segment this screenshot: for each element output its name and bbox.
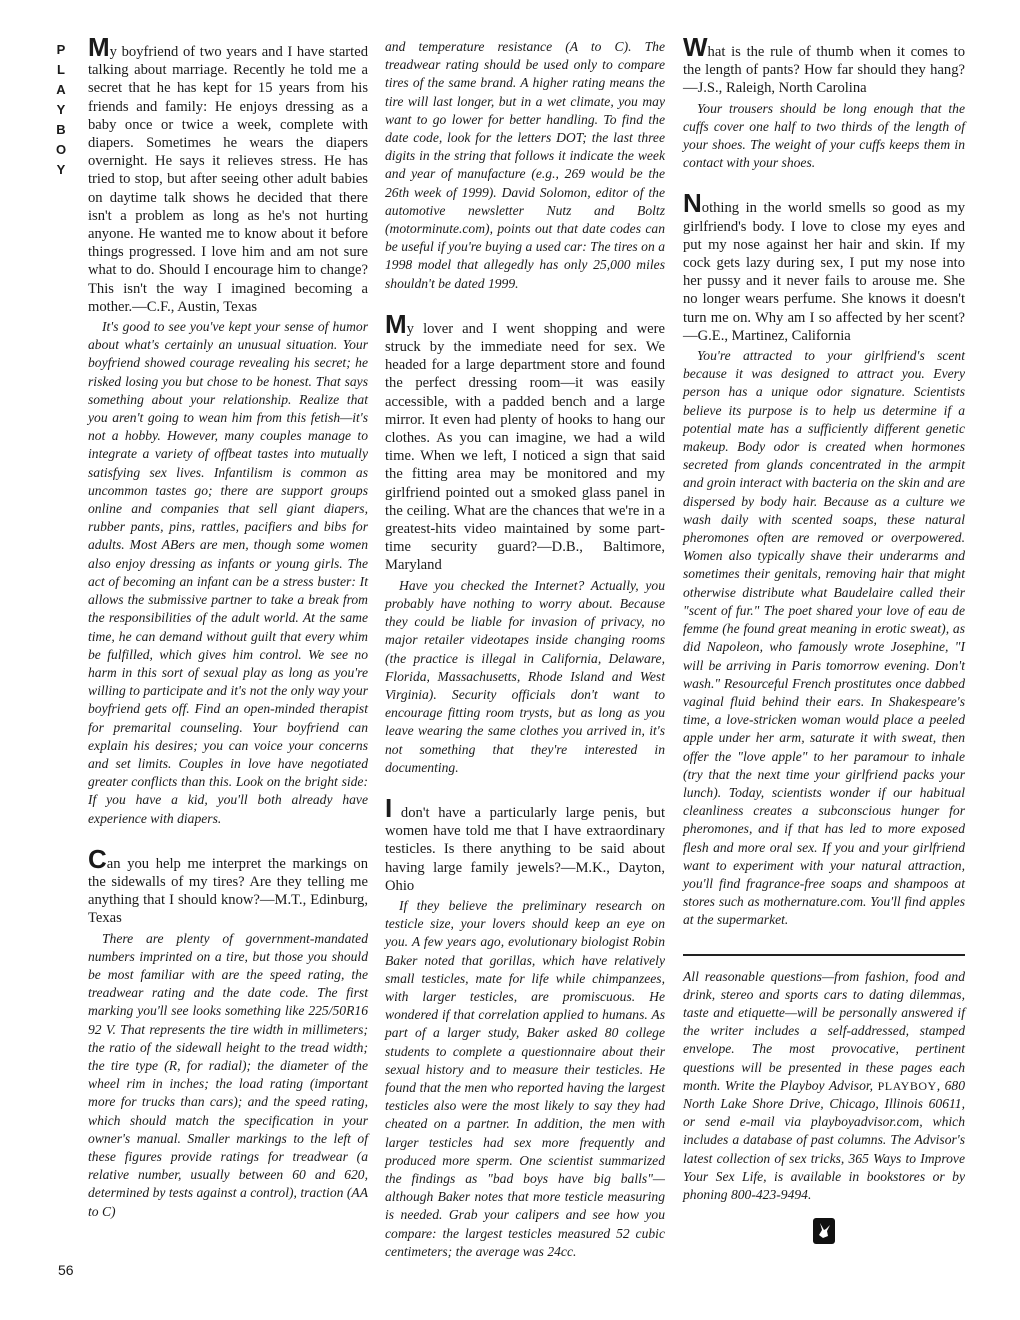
submission-note: All reasonable questions—from fashion, food and drink, stereo and sports cars to dating dilemmas, taste and etiquette—will be personally answered if the writer includes a self-addressed, stamped envelope. The most provocative, pertinent questions will be presented in these pages each month. Write the Playboy Advisor, PLAYBOY, 680 North Lake Shore Drive, Chicago, Illinois 60611, or send e-mail via playboyadvisor.com, which includes a database of past columns. The Advisor's latest collection of sex tricks, 365 Ways to Improve Your Sex Life, is available in bookstores or by phoning 800-423-9494. xyxy=(683,968,966,1202)
question-baby-dressing xyxy=(88,32,368,316)
drop-initial: I xyxy=(385,792,393,823)
answer-tire-markings: There are plenty of government-mandated numbers imprinted on a tire, but those you should be most familiar with are the speed rating, the treadwear rating and the date code. The first marking you'll see looks something like 225/50R16 92 V. That represents the tire width in millimeters; the ratio of the sidewall height to the tread width; the tire type (R, for radial); the diameter of the wheel rim in inches; the load rating (important more for trucks than cars); and the speed rating, which should match the specification in your owner's manual. Smaller markings to the left of these figures provide ratings for treadwear (a relative number, usually between 60 and 620, determined by tests against a control), traction (AA to C) xyxy=(88,930,368,1219)
drop-initial: M xyxy=(385,308,407,339)
answer-baby-dressing: It's good to see you've kept your sense of humor about what's certainly an unusual situation. Your boyfriend showed courage revealing his secret; he risked losing you but chose to be honest. That says something about your relationship. Realize that you aren't going to wean him from this fetish—it's not a hobby. However, many couples manage to integrate a variety of offbeat tastes into mutually satisfying sex lives. Infantilism is common as uncommon tastes go; there are support groups online and companies that sell giant diapers, rubber pants, pins, rattles, pacifiers and bibs for adults. Most ABers are men, though some women also enjoy dressing as infants or young girls. The act of becoming an infant can be a stress buster: It allows the submissive partner to take a break from the responsibilities of the adult world. At the same time, he can demand without guilt that every whim be fulfilled, which gives him control. We see no harm in this sort of sexual play as long as you're willing to participate and it's not the only way your boyfriend gets off. Find an open-minded therapist for premarital counseling. Your boyfriend can explain his desires; you can voice your concerns and set limits. Couples in love have negotiated greater conflicts than this. Look on the bright side: If you have a kid, you'll both already have experience with diapers. xyxy=(88,319,368,826)
question-tire-markings xyxy=(88,843,368,928)
answer-girlfriend-scent: You're attracted to your girlfriend's scent because it was designed to attract you. Every person has a unique odor signature. Scientists believe its purpose is to help us determine if a potential mate has a sufficiently different genetic makeup. Body odor is created when hormones secreted from glands concentrated in the armpit and groin interact with bacteria on the skin and are dispersed by body hair. Because as a culture we wash daily with scented soaps, these natural pheromones often are removed or overpowered. Women also typically shave their underarms and sometimes their genitals, removing hair that might otherwise distribute what Baudelaire called their "scent of fur." The poet shared your love of eau de femme (he found great meaning in erotic sweat), as did Napoleon, who famously wrote Josephine, "I will be arriving in Paris tomorrow evening. Don't wash." Resourceful French prostitutes once dabbed vaginal fluid behind their ears. In Shakespeare's time, a love-stricken woman would place a peeled apple under her arm, saturate it with sweat, then offer the "love apple" to her paramour to inhale (try that the next time your girlfriend packs your lunch). Today, scientists wonder if our habitual cleanliness creates a subconscious hunger for pheromones, and if that has led to more exposed flesh and more oral sex. If you and your girlfriend want to experiment with your natural attraction, you'll find fragrance-free soaps and shampoos at stores such as mothernature.com. You'll find apples at the supermarket. xyxy=(683,348,965,928)
drop-initial: M xyxy=(88,32,110,62)
page-number: 56 xyxy=(58,1262,74,1278)
question-text: hat is the rule of thumb when it comes to the length of pants? How far should they hang?—J.S., Raleigh, North Carolina xyxy=(683,44,965,97)
question-pants-length xyxy=(683,32,965,98)
rabbit-logo-icon xyxy=(813,1218,835,1244)
question-girlfriend-scent xyxy=(683,188,965,345)
question-text: othing in the world smells so good as my girlfriend's body. I love to close my eyes and put my nose against her hair and skin. If my cock gets lazy during sex, I put my nose into her pussy and it never fails to arouse me. She no longer wears perfume. She knows it doesn't turn me on. Why am I so affected by her scent?—G.E., Martinez, California xyxy=(683,200,965,344)
column-right xyxy=(683,32,966,1244)
magazine-name: PLAYBOY xyxy=(877,1078,937,1093)
drop-initial: C xyxy=(88,843,107,874)
question-text: y lover and I went shopping and were struck by the immediate need for sex. We headed for a large department store and found the perfect dressing room—it was easily accessible, with a padded bench and a large mirror. It even had plenty of hooks to hang our clothes. As you can imagine, we had a wild time. When we left, I noticed a sign that said the fitting area may be monitored and my girlfriend pointed out a smoked glass panel in the ceiling. What are the chances that we're in a greatest-hits video maintained by some part-time security guard?—D.B., Baltimore, Maryland xyxy=(385,320,665,574)
question-dressing-room xyxy=(385,308,665,575)
masthead-letter: B xyxy=(56,122,66,137)
question-text: y boyfriend of two years and I have started talking about marriage. Recently he told me a secret that he has kept for 15 years from his friends and family: He enjoys dressing as a baby once or twice a week, complete with diapers. Sometimes he wears the diapers overnight. He says it relieves stress. He has tried to stop, but after seeing other adult babies on daytime talk shows he decided that there isn't a problem as long as he's not hurting anyone. He wanted me to know about it before things progressed. I love him and am not sure what to do. Should I encourage him to change? This isn't the way I imagined becoming a mother.—C.F., Austin, Texas xyxy=(88,44,368,315)
drop-initial: W xyxy=(683,32,708,62)
answer-dressing-room: Have you checked the Internet? Actually, you probably have nothing to worry about. Because they could be liable for invasion of privacy, no major retailer videotapes inside changing rooms (the practice is illegal in California, Delaware, Florida, Massachusetts, Rhode Island and West Virginia). Security officials don't want to encourage fitting room trysts, but as long as you leave wearing the same clothes you arrived in, it's not something that they're interested in documenting. xyxy=(385,577,665,775)
masthead-letter: L xyxy=(57,62,65,77)
column-left xyxy=(88,32,368,1221)
masthead-letter: A xyxy=(56,82,66,97)
question-text: don't have a particularly large penis, but women have told me that I have extraordinary testicles. Is there anything to be said about having large family jewels?—M.K., Dayton, Ohio xyxy=(385,804,665,894)
column-middle xyxy=(385,38,665,1261)
masthead-letter: P xyxy=(56,42,66,57)
drop-initial: N xyxy=(683,188,702,219)
question-text: an you help me interpret the markings on the sidewalls of my tires? Are they telling me anything that I should know?—M.T., Edinburg, Texas xyxy=(88,855,368,927)
answer-tire-markings-continued: and temperature resistance (A to C). The treadwear rating should be used only to compare tires of the same brand. A higher rating means the tire will last longer, but in a wet climate, you may want to go lower for better handling. To find the date code, look for the letters DOT; the last three digits in the string that follows it indicate the week and year of manufacture (e.g., 269 would be the 26th week of 1999). David Solomon, editor of the automotive newsletter Nutz and Boltz (motorminute.com), points out that date codes can be useful if you're buying a used car: The tires on a 1998 model that allegedly has only 25,000 miles shouldn't be dated 1999. xyxy=(385,39,665,291)
answer-testicles: If they believe the preliminary research on testicle size, your lovers should keep an eye on you. A few years ago, evolutionary biologist Robin Baker noted that gorillas, which have relatively small testicles, mate for life while chimpanzees, with larger testicles, are promiscuous. He wondered if that correlation applied to humans. As part of a larger study, Baker asked 80 college students to complete a questionnaire about their sexual history and to measure their testicles. He found that the men who reported having the largest testicles also were the most likely to say they had cheated on a partner. In addition, the men with larger testicles had sex more frequently and produced more sperm. One scientist summarized the findings as "bad boys have big balls"—although Baker notes that more testicle measuring is needed. Grab your calipers and see how you compare: the largest testicles measured 52 cubic centimeters; the average was 24cc. xyxy=(385,897,665,1259)
masthead-vertical xyxy=(48,40,74,180)
masthead-letter: Y xyxy=(56,102,66,117)
question-testicles xyxy=(385,792,665,895)
divider-rule xyxy=(683,954,965,956)
masthead-letter: Y xyxy=(56,162,66,177)
masthead-letter: O xyxy=(55,142,67,157)
answer-pants-length: Your trousers should be long enough that the cuffs cover one half to two thirds of the length of your shoes. The weight of your cuffs keeps them in contact with your shoes. xyxy=(683,100,965,171)
